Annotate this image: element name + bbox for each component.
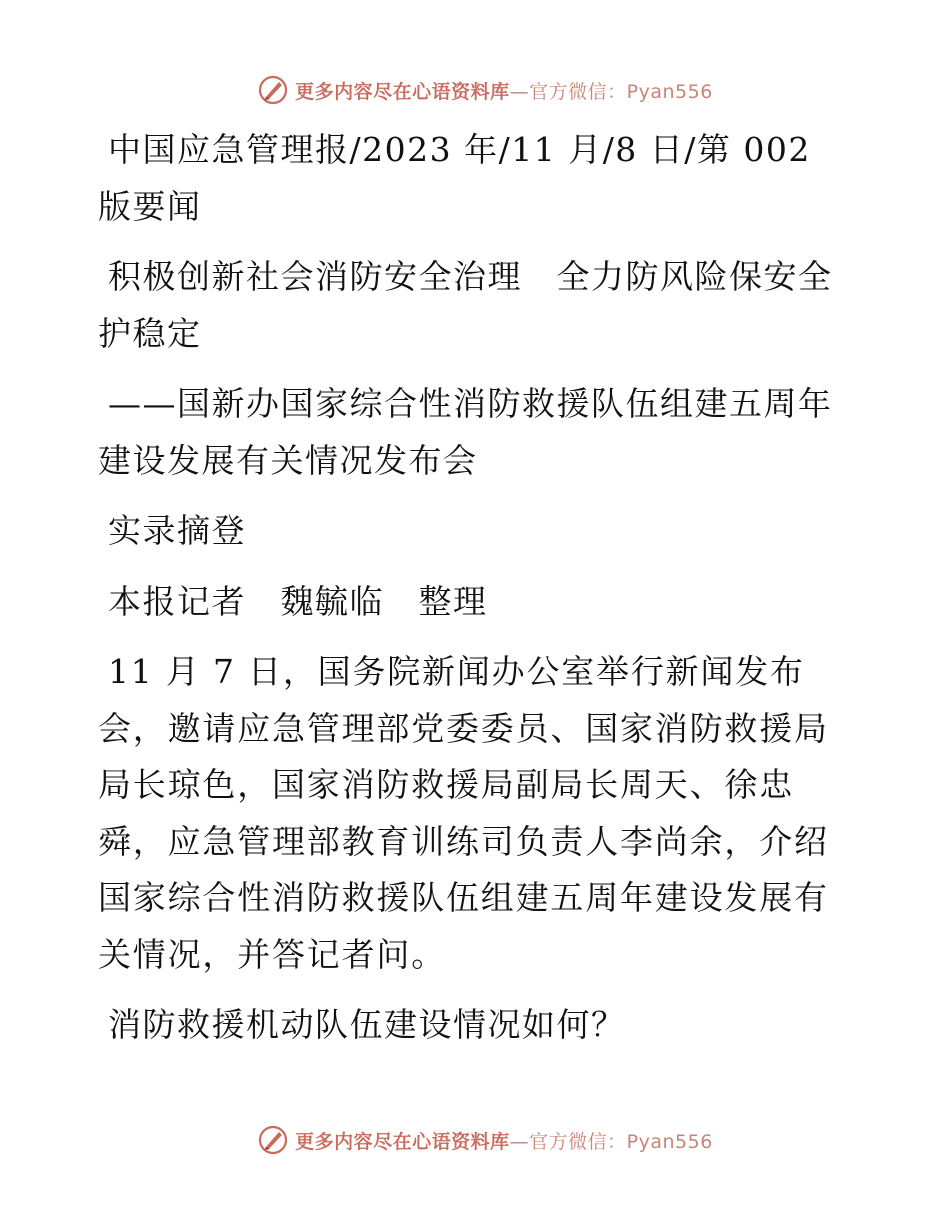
watermark-highlight: 更多内容尽在心语资料库 bbox=[295, 80, 510, 103]
question-heading: 消防救援机动队伍建设情况如何？ bbox=[108, 1005, 626, 1044]
source-line: 中国应急管理报/2023 年/11 月/8 日/第 002 版要闻 bbox=[98, 130, 811, 226]
watermark-inner bbox=[257, 1124, 713, 1156]
lead-paragraph: 11 月 7 日，国务院新闻办公室举行新闻发布会，邀请应急管理部党委委员、国家消防救援局局长琼色，国家消防救援局副局长周天、徐忠舜，应急管理部教育训练司负责人李尚余，介绍国家综合性消防救援队伍组建五周年建设发展有关情况，并答记者问。 bbox=[98, 652, 829, 974]
subheadline: ——国新办国家综合性消防救援队伍组建五周年建设发展有关情况发布会 bbox=[98, 384, 833, 480]
watermark-inner bbox=[257, 74, 713, 106]
watermark-contact: 官方微信：Pyan556 bbox=[529, 1130, 713, 1153]
watermark-dash: — bbox=[509, 80, 530, 103]
watermark-banner-bottom bbox=[0, 1120, 950, 1160]
byline: 本报记者 魏毓临 整理 bbox=[108, 581, 488, 621]
watermark-highlight: 更多内容尽在心语资料库 bbox=[295, 1130, 510, 1153]
article-body bbox=[98, 122, 853, 1068]
brush-logo-icon bbox=[257, 1124, 289, 1156]
headline: 积极创新社会消防安全治理 全力防风险保安全护稳定 bbox=[98, 257, 833, 353]
watermark-contact: 官方微信：Pyan556 bbox=[529, 80, 713, 103]
section-tag: 实录摘登 bbox=[108, 511, 246, 550]
watermark-banner-top bbox=[0, 70, 950, 110]
watermark-text bbox=[295, 77, 713, 104]
watermark-dash: — bbox=[509, 1130, 530, 1153]
watermark-text bbox=[295, 1127, 713, 1154]
brush-logo-icon bbox=[257, 74, 289, 106]
